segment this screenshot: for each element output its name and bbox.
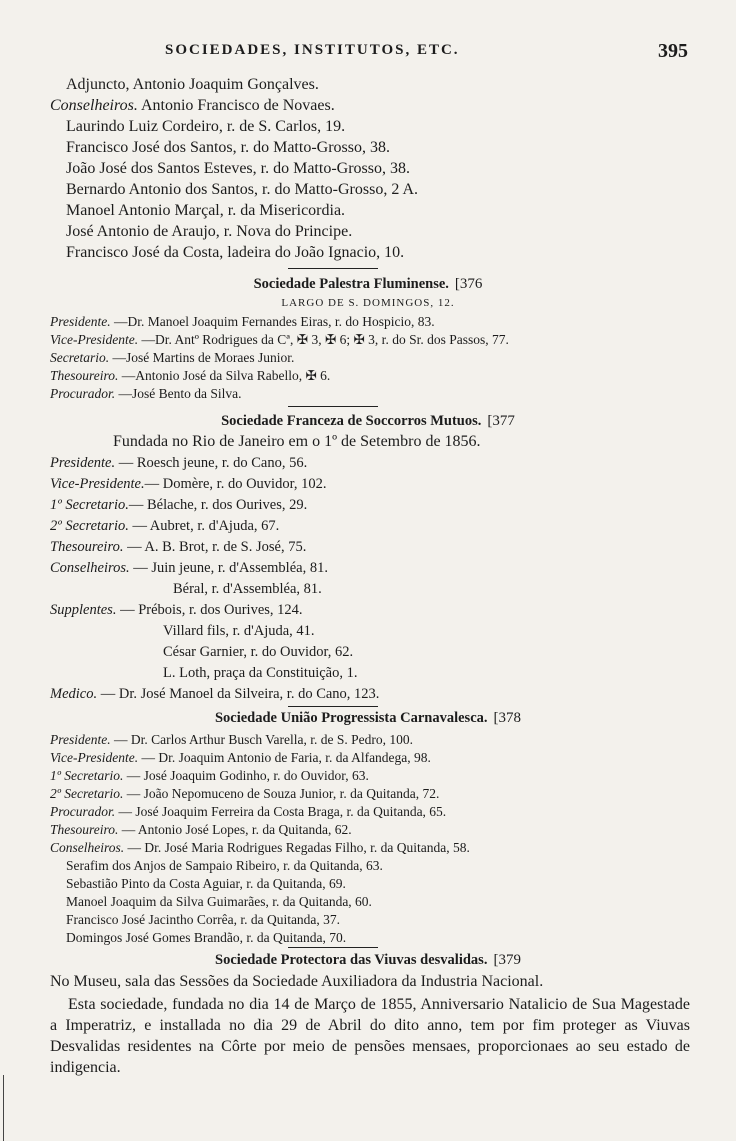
entry-text: — Dr. José Maria Rodrigues Regadas Filho, r. da Quitanda, 58. xyxy=(124,840,470,855)
entry-line xyxy=(50,786,439,802)
entry-text: Domingos José Gomes Brandão, r. da Quitanda, 70. xyxy=(66,930,347,945)
entry-line xyxy=(50,314,435,330)
entry-label: Vice-Presidente. xyxy=(50,750,139,765)
entry-line xyxy=(66,160,410,178)
entry-line xyxy=(66,930,346,946)
entry-line xyxy=(50,476,326,493)
entry-text: César Garnier, r. do Ouvidor, 62. xyxy=(163,644,354,660)
entry-text: — José Joaquim Ferreira da Costa Braga, r. da Quitanda, 65. xyxy=(115,804,447,819)
entry-line xyxy=(50,97,335,115)
section-number: [379 xyxy=(493,952,521,968)
running-title: SOCIEDADES, INSTITUTOS, ETC. xyxy=(165,42,460,58)
entry-label: 1º Secretario. xyxy=(50,497,129,513)
entry-line xyxy=(50,768,369,784)
entry-line xyxy=(50,350,294,366)
entry-text: — Antonio José Lopes, r. da Quitanda, 62. xyxy=(118,822,352,837)
entry-line xyxy=(66,181,418,199)
entry-text: — Roesch jeune, r. do Cano, 56. xyxy=(115,455,308,471)
entry-label: Vice-Presidente. xyxy=(50,332,139,347)
entry-text: — Dr. José Manoel da Silveira, r. do Cano, 123. xyxy=(97,686,380,702)
section-title xyxy=(0,952,736,969)
entry-line xyxy=(50,518,279,535)
entry-line xyxy=(50,602,303,619)
entry-text: — A. B. Brot, r. de S. José, 75. xyxy=(123,539,307,555)
entry-line xyxy=(50,686,379,703)
entry-text: Villard fils, r. d'Ajuda, 41. xyxy=(163,623,315,639)
page-number: 395 xyxy=(658,40,688,62)
entry-line xyxy=(50,822,352,838)
entry-label: Thesoureiro. xyxy=(50,822,119,837)
entry-text: Francisco José dos Santos, r. do Matto-Grosso, 38. xyxy=(66,139,390,156)
description-paragraph: Esta sociedade, fundada no dia 14 de Março de 1855, Anniversario Natalicio de Sua Magestade a Imperatriz, e installada no dia 29 de Abril do dito anno, tem por fim proteger as Viuvas Desvalidas residentes na Côrte por meio de pensões mensaes, proporcionaes ao seu estado de indigencia. xyxy=(50,996,690,1076)
entry-line xyxy=(163,623,315,640)
entry-line xyxy=(50,804,446,820)
entry-line xyxy=(173,581,322,598)
entry-line xyxy=(50,539,306,556)
entry-text: — João Nepomuceno de Souza Junior, r. da Quitanda, 72. xyxy=(123,786,440,801)
entry-line xyxy=(66,244,404,262)
entry-label: Conselheiros. xyxy=(50,97,138,114)
entry-line xyxy=(50,386,242,402)
section-title-text: Sociedade Protectora das Viuvas desvalidas. xyxy=(215,952,488,968)
entry-line xyxy=(50,368,330,384)
entry-text: — Aubret, r. d'Ajuda, 67. xyxy=(128,518,280,534)
entry-text: — José Joaquim Godinho, r. do Ouvidor, 63. xyxy=(123,768,369,783)
section-title-text: Sociedade União Progressista Carnavalesca. xyxy=(214,710,488,726)
entry-text: Adjuncto, Antonio Joaquim Gonçalves. xyxy=(66,76,319,93)
entry-text: Francisco José Jacintho Corrêa, r. da Quitanda, 37. xyxy=(66,912,341,927)
entry-line xyxy=(50,455,307,472)
margin-mark xyxy=(3,1075,4,1141)
section-number: [376 xyxy=(454,276,483,292)
entry-text: — Dr. Carlos Arthur Busch Varella, r. de S. Pedro, 100. xyxy=(110,732,413,747)
section-subtitle: LARGO DE S. DOMINGOS, 12. xyxy=(281,297,455,309)
entry-text: — Bélache, r. dos Ourives, 29. xyxy=(128,497,308,513)
section-title xyxy=(0,276,736,293)
section-number: [378 xyxy=(493,710,522,726)
entry-line xyxy=(163,644,353,661)
entry-label: Supplentes. xyxy=(50,602,117,618)
entry-line xyxy=(66,118,345,136)
entry-text: José Antonio de Araujo, r. Nova do Principe. xyxy=(66,223,353,240)
entry-line xyxy=(50,840,470,856)
entry-text: — Prébois, r. dos Ourives, 124. xyxy=(116,602,303,618)
section-title xyxy=(0,413,736,430)
entry-line xyxy=(66,76,319,94)
entry-text: — Juin jeune, r. d'Assembléa, 81. xyxy=(129,560,328,576)
entry-line xyxy=(163,665,358,682)
entry-text: —Dr. Antº Rodrigues da Cª, ✠ 3, ✠ 6; ✠ 3, r. do Sr. dos Passos, 77. xyxy=(138,332,509,347)
section-title xyxy=(0,710,736,727)
entry-label: 1º Secretario. xyxy=(50,768,124,783)
section-divider xyxy=(288,947,378,948)
location-note: No Museu, sala das Sessões da Sociedade Auxiliadora da Industria Nacional. xyxy=(50,973,544,990)
entry-text: Sebastião Pinto da Costa Aguiar, r. da Quitanda, 69. xyxy=(66,876,346,891)
entry-label: Presidente. xyxy=(50,314,111,329)
entry-text: Francisco José da Costa, ladeira do João Ignacio, 10. xyxy=(66,244,405,261)
entry-line xyxy=(66,202,345,220)
entry-label: Vice-Presidente. xyxy=(50,476,145,492)
entry-text: João José dos Santos Esteves, r. do Matto-Grosso, 38. xyxy=(66,160,410,177)
entry-text: —José Bento da Silva. xyxy=(115,386,242,401)
entry-text: Béral, r. d'Assembléa, 81. xyxy=(173,581,322,597)
entry-text: Manoel Antonio Marçal, r. da Misericordia. xyxy=(66,202,346,219)
entry-line xyxy=(66,858,383,874)
entry-label: Secretario. xyxy=(50,350,110,365)
entry-label: 2º Secretario. xyxy=(50,518,129,534)
entry-text: Antonio Francisco de Novaes. xyxy=(137,97,335,114)
section-divider xyxy=(288,706,378,707)
entry-line xyxy=(50,497,307,514)
entry-line xyxy=(50,560,328,577)
entry-line xyxy=(66,912,340,928)
entry-text: Laurindo Luiz Cordeiro, r. de S. Carlos, 19. xyxy=(66,118,346,135)
page-header xyxy=(60,40,696,64)
section-title-text: Sociedade Palestra Fluminense. xyxy=(253,276,449,292)
entry-text: L. Loth, praça da Constituição, 1. xyxy=(163,665,358,681)
entry-label: Thesoureiro. xyxy=(50,368,119,383)
entry-label: Conselheiros. xyxy=(50,840,125,855)
entry-text: —José Martins de Moraes Junior. xyxy=(109,350,295,365)
entry-label: Presidente. xyxy=(50,455,116,471)
section-divider xyxy=(288,406,378,407)
entry-label: 2º Secretario. xyxy=(50,786,124,801)
entry-text: — Dr. Joaquim Antonio de Faria, r. da Alfandega, 98. xyxy=(138,750,431,765)
entry-line xyxy=(66,223,352,241)
entry-label: Thesoureiro. xyxy=(50,539,124,555)
founded-note: Fundada no Rio de Janeiro em o 1º de Setembro de 1856. xyxy=(113,433,481,450)
entry-text: — Domère, r. do Ouvidor, 102. xyxy=(144,476,327,492)
entry-line xyxy=(50,332,509,348)
entry-line xyxy=(66,139,390,157)
entry-label: Presidente. xyxy=(50,732,111,747)
entry-line xyxy=(50,732,413,748)
entry-line xyxy=(66,876,346,892)
entry-label: Conselheiros. xyxy=(50,560,130,576)
section-number: [377 xyxy=(487,413,515,429)
entry-label: Medico. xyxy=(50,686,98,702)
entry-text: Serafim dos Anjos de Sampaio Ribeiro, r. da Quitanda, 63. xyxy=(66,858,383,873)
entry-label: Procurador. xyxy=(50,804,116,819)
entry-text: Manoel Joaquim da Silva Guimarães, r. da Quitanda, 60. xyxy=(66,894,372,909)
entry-text: —Antonio José da Silva Rabello, ✠ 6. xyxy=(118,368,331,383)
section-divider xyxy=(288,268,378,269)
entry-label: Procurador. xyxy=(50,386,116,401)
entry-line xyxy=(66,894,372,910)
section-title-text: Sociedade Franceza de Soccorros Mutuos. xyxy=(221,413,482,429)
entry-line xyxy=(50,750,431,766)
entry-text: —Dr. Manoel Joaquim Fernandes Eiras, r. do Hospicio, 83. xyxy=(110,314,435,329)
entry-text: Bernardo Antonio dos Santos, r. do Matto-Grosso, 2 A. xyxy=(66,181,418,198)
